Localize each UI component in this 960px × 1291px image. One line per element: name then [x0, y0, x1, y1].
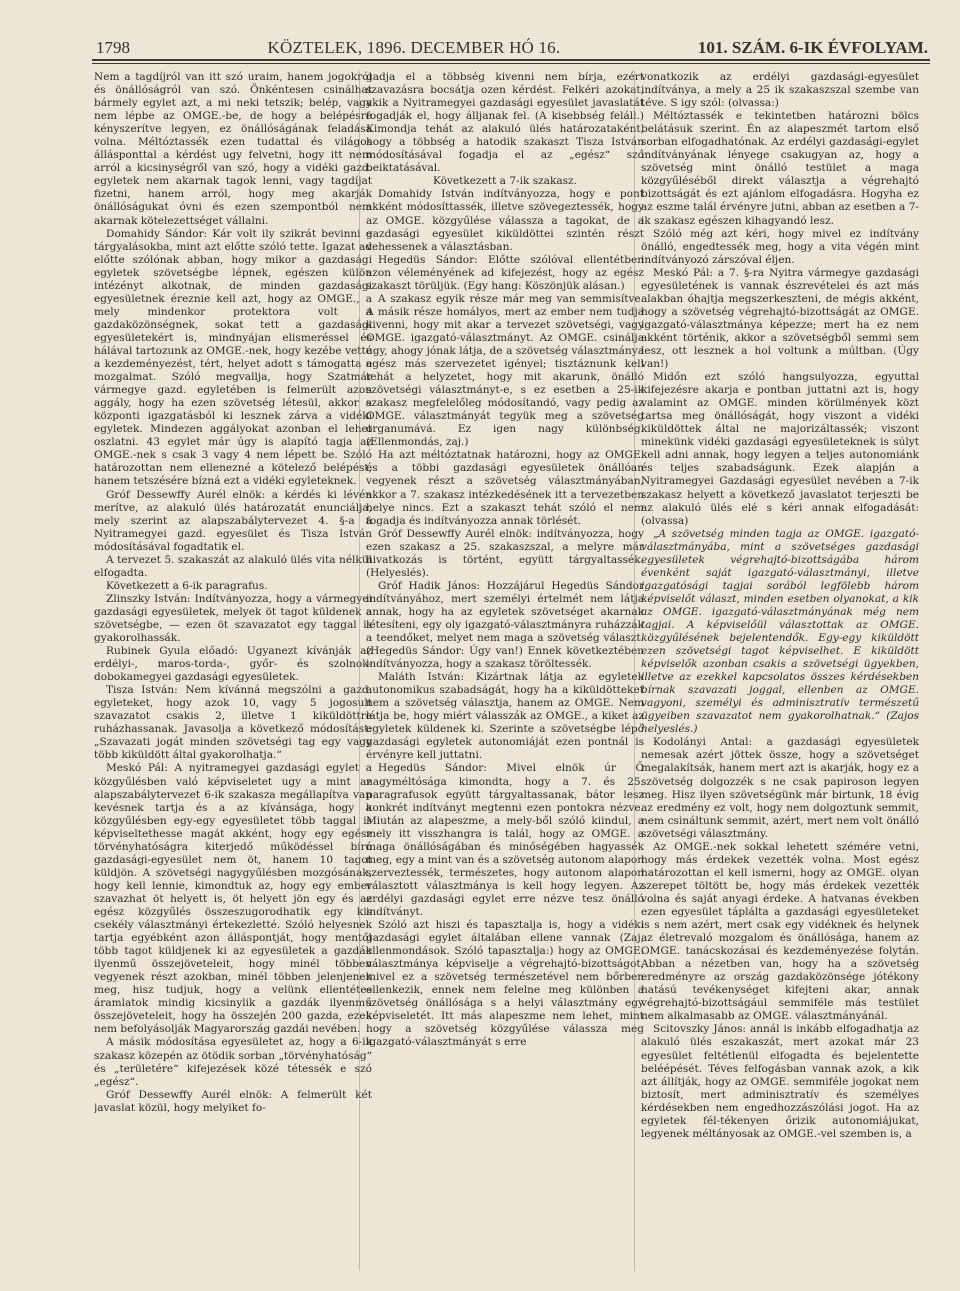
paragraph: Hegedüs Sándor: Mivel elnök úr Ő nagyméltósága kimondta, hogy a 7. és 25. paragrafusok együtt tárgyaltassanak, bátor lesz konkrét indítványt megtenni ezen pontokra nézve. Miután az alapeszme, a mely-ből szóló kiindul, a mely itt visszhangra is talál, hogy az OMGE. a maga önállóságában és minőségében hagyassék meg, egy a mint van és a szövetség autonom alapon szerveztessék, természetes, hogy autonom alapon választott választmánya is kell hogy legyen. Az erdélyi gazdasági egylet erre nézve tesz önálló indítványt.	[366, 762, 644, 918]
paragraph: Domahidy Sándor: Kár volt ily szikrát bevinni e tárgyalásokba, mint azt előtte szóló tette. Igazat ad előtte szólónak abban, hogy mikor a gazdasági egyletek szövetségbe lépnek, egészen külön intézényt alkotnak, de minden gazdasági egyesületnek éreznie kell azt, hogy az OMGE., a mely mindenkor protektora volt a gazdaközönségnek, sokat tett a gazdasági egyesületekért is, mindnyájan elismeréssel és hálával tartozunk az OMGE.-nek, hogy kezébe vette a kezdeményezést, tért, helyet adott s támogatta a mozgalmat. Szóló megvallja, hogy Szatmár vármegye gazd. egyletében is felmerült azon aggály, hogy ha ezen szövetség létesül, akkor a központi igazgatásból ki lesznek zárva a vidéki egyletek. Mindezen aggályokat azonban el lehet oszlatni. 43 egylet már úgy is alapító tagja az OMGE.-nek s csak 3 vagy 4 nem lépett be. Szóló határozottan nem ellenezné a kötelező belépést, hanem tetszésére bízná ezt a vidéki egyleteknek.	[94, 227, 372, 488]
header-rule-thin	[92, 63, 930, 64]
page-number: 1798	[96, 38, 130, 57]
quoted-proposal: „A szövetség minden tagja az OMGE. igazgató-választmányába, mint a szövetséges gazdasági egyesületek végrehajtó-bizottságába három évenként saját igazgató-választmányi, illetve igazgatósági tagjai sorából legfölebb három képviselőt választ, minden esetben olyanokat, a kik az OMGE. igazgató-választmányának még nem tagjai. A képviselőül választottak az OMGE. közgyűlésének bejelentendők. Egy-egy kiküldött ezen szövetségi tagot képviselhet. E kiküldött képviselők azonban csakis a szövetségi ügyekben, illetve az ezekkel kapcsolatos összes kérdésekben bírnak szavazati joggal, ellenben az OMGE. vagyoni, személyi és adminisztratív természetű ügyeiben szavazatot nem gyakorolhatnak.“ (Zajos helyeslés.)	[641, 527, 919, 736]
paragraph: Gróf Dessewffy Aurél elnök: indítványozza, hogy ezen szakasz a 25. szakaszszal, a melyre már hivatkozás is történt, együtt tárgyaltassék. (Helyeslés).	[366, 527, 644, 579]
paragraph: A tervezet 5. szakaszát az alakuló ülés vita nélkül elfogadta.	[94, 553, 372, 579]
text-column-2	[366, 71, 644, 1271]
paragraph: Következett a 6-ik paragrafus.	[106, 579, 268, 592]
text-column-1	[94, 71, 372, 1271]
paragraph: Meskó Pál: A nyitramegyei gazdasági egylet a közgyűlésben való képviseletet ugy a mint az alapszabálytervezet 6-ik szakasza megállapítva van kevésnek tartja és a az kívánsága, hogy a közgyűlésben egy-egy egyesületet több taggal is képviseltethesse magát akként, hogy egy egész törvényhatóságra kiterjedő működéssel bíró gazdasági-egyesület nem öt, hanem 10 tagot küldjön. A szövetségi nagygyűlésben mozgósának, hogy kell lennie, kimondtuk az, hogy egy ember szavazhat öt helyett is, öt helyett jön egy és az egész közgyűlés összeszugorodhatik egy kis csekély választmányi értekezletté. Szóló helyesnek tartja egyébként azon álláspontját, hogy mentől több tagot küldjenek ki az egyesületek a gazdák ilyenmű összejöveteleit, hogy minél többen vegyenek részt azokban, minél többen jelenjenek meg, hisz tudjuk, hogy a velünk ellentétes áramlatok mindig kicsinylik a gazdák ilyenmű összejöveteleit, hogy ha összején 200 gazda, ezek nem befolyásolják Magyarország gazdái nevében.	[94, 762, 372, 1036]
page-header	[96, 34, 928, 58]
paragraph: Hegedüs Sándor: Előtte szólóval ellentétben azon véleményének ad kifejezést, hogy az egész szakaszt törüljük. (Egy hang: Köszönjük alásan.)	[366, 253, 644, 292]
issue-info: 101. SZÁM. 6-IK ÉVFOLYAM.	[697, 38, 928, 57]
paragraph: vonatkozik az erdélyi gazdasági-egyesület indítványa, a mely a 25 ik szakaszszal szembe van téve. S igy szól: (olvassa:)	[641, 71, 919, 110]
paragraph: Az OMGE.-nek sokkal lehetett szémére vetni, hogy más érdekek vezették volna. Most egész határozottan el kell ismerni, hogy az OMGE. olyan szerepet töltött be, hogy más érdekek vezették volna és saját anyagi érdeke. A hatvanas években ezen egyesület táplálta a gazdasági egyesületeket is s nem azért, mert csak egy vidéknek és helynek az életrevaló mozgalom és önállósága, hanem az OMGE. tanácskozásai és kezdeményezése folytán. Abban a nézetben van, hogy ha a szövetség eredményre az ország gazdaközönsége jótékony hatású tevékenységet kifejteni akar, annak végrehajtó-bizottságául semmiféle más testület nem alkalmasabb az OMGE. választmányánál.	[641, 840, 919, 1023]
paragraph: Szóló azt hiszi és tapasztalja is, hogy a vidéki gazdasági egylet általában ellene vannak (Zaj, ellenmondások. Szóló tapasztalja:) hogy az OMGE. választmánya képviselje a végrehajtó-bizottságot, mivel ez a szövetség természetével nem bőrben ellenkezik, ennek nem felelne meg különben a szövetség önállósága s a helyi választmány egy képviseletét. Itt más alapeszme nem lehet, mint hogy a szövetség közgyűlése válassza meg igazgató-választmányát s erre	[366, 919, 644, 1049]
masthead: KÖZTELEK, 1896. DECEMBER HÓ 16.	[267, 38, 561, 57]
column-divider	[359, 71, 360, 1271]
paragraph: Zlinszky István: Indítványozza, hogy a vármegyei gazdasági egyesületek, melyek öt tagot küldenek a szövetségbe, — ezen öt szavazatot egy taggal is gyakorolhassák.	[94, 592, 372, 645]
paragraph: Domahidy István indítványozza, hogy e pont akként módosíttassék, illetve szövegeztessék, hogy az OMGE. közgyűlése válassza a tagokat, de a gazdasági egyesület kiküldöttei szintén részt vehessenek a választásban.	[366, 188, 644, 253]
header-rule	[92, 59, 930, 61]
paragraph: Következett a 7-ik szakasz.	[433, 175, 577, 188]
paragraph: A másik módosítása egyesületet az, hogy a 6-ik szakasz közepén az ötödik sorban „törvényhatóság“ és „területére“ kifejezések közé tétessék e szó „egész“.	[94, 1036, 372, 1088]
paragraph: Gróf Dessewffy Aurél elnök: A felmerült két javaslat közül, hogy melyiket fo-	[94, 1088, 372, 1114]
paragraph: Szóló még azt kéri, hogy mivel ez indítvány önálló, engedtessék meg, hogy a vita végén mint indítványozó zárszóval éljen.	[641, 227, 919, 266]
paragraph: gadja el a többség kivenni nem bírja, ezért szavazásra bocsátja ozen kérdést. Felkéri azokat, akik a Nyitramegyei gazdasági egyesület javaslatát fogadják el, hogy álljanak fel. (A kisebbség feláll.) Kimondja tehát az alakuló ülés határozataként, hogy a többség a hatodik szakaszt Tisza István módosításával fogadja el az „egész“ szó beiktatásával.	[366, 71, 644, 175]
paragraph: Ha azt méltóztatnak határozni, hogy az OMGE. és a többi gazdasági egyesületek önállóan vegyenek részt a szövetség választmányában, akkor a 7. szakasz intézkedésének itt a tervezetben helye nincs. Ezt a szakaszt tehát szóló el nem fogadja és indítványozza annak törlését.	[366, 449, 644, 527]
paragraph: Nem a tagdíjról van itt szó uraim, hanem jogokról és önállóságról van szó. Önkéntesen csinálhat bármely egylet azt, a mi neki tetszik; belép, vagy nem lépbe az OMGE.-be, de hogy a belépésre kényszerítve legyen, ez önállóságának feladása volna. Méltóztassék ezen tudattal és világos állásponttal a kérdést ugy felvetni, hogy itt nem arról a kicsinységről van szó, hogy a vidéki gazd. egyletek nem akarnak tagok lenni, vagy tagdíjat fizetni, hanem arról, hogy meg akarják önállóságukat óvni és ezen szempontból nem akarnak kötelezettséget vállalni.	[94, 71, 372, 227]
paragraph: Méltóztassék e tekintetben határozni bölcs belátásuk szerint. Én az alapeszmét tartom első sorban elfogadhatónak. Az erdélyi gazdasági-egylet indítványának lényege csakugyan az, hogy a szövetség mint önálló testület a maga közgyűléséből direkt választja a végrehajtó bizottságát és ezt ajánlom elfogadásra. Hogyha ez az eszme talál érvényre jutni, abban az esetben a 7-ik szakasz egészen kihagyandó lesz.	[641, 110, 919, 227]
paragraph: Scitovszky János: annál is inkább elfogadhatja az alakuló ülés eszakaszát, mert azokat már 23 egyesület feltétlenül elfogadta és bejelentette beléépését. Téves felfogásban vannak azok, a kik azt állítják, hogy az OMGE. semmiféle jogokat nem biztosít, mert adminisztratív és személyes kérdésekben nem engedhozzászólási jogot. Ha az egyletek fél-tékenyen őrizik autonomiájukat, legyenek méltányosak az OMGE.-vel szemben is, a	[641, 1023, 919, 1140]
paragraph: Gróf Hadik János: Hozzájárul Hegedüs Sándor indítványához, mert személyi értelmét nem látja annak, hogy ha az egyletek szövetséget akarnak létesíteni, egy oly igazgató-választmányra ruházzák a teendőket, melyet nem maga a szövetség választ. (Hegedüs Sándor: Úgy van!) Ennek következtében indítványozza, hogy a szakasz töröltessék.	[366, 579, 644, 671]
paragraph: Maláth István: Kizártnak látja az egyletek autonomikus szabadságát, hogy ha a kiküldötteket nem a szövetség választja, hanem az OMGE. Nem látja be, hogy miért válasszák az OMGE., a kiket az egyletek küldenek ki. Szerinte a szövetségbe lépő gazdasági egyletek autonomiáját ezen pontnál is érvényre kell juttatni.	[366, 671, 644, 762]
paragraph: Tisza István: Nem kívánná megszólni a gazd. egyleteket, hogy azok 10, vagy 5 jogosult szavazatot csakis 2, illetve 1 kiküldöttre ruházhassanak. Javasolja a következő módosítást: „Szavazati jogát minden szövetségi tag egy vagy több kiküldött által gyakorolhatja.“	[94, 684, 372, 762]
paragraph: Midőn ezt szóló hangsulyozza, egyuttal kifejezésre akarja e pontban juttatni azt is, hogy valamint az OMGE. minden körülmények közt tartsa meg önállóságát, hogy viszont a vidéki kiküldöttek által ne majorizáltassék; viszont minekünk vidéki gazdasági egyesületeknek is súlyt kell adni annak, hogy legyen a teljes autonomiánk és teljes szabadságunk. Ezek alapján a Nyitramegyei Gazdasági egyesület nevében a 7-ik szakasz helyett a következő javaslatot terjeszti be az alakuló ülés elé s kéri annak elfogadását: (olvassa)	[641, 371, 919, 527]
paragraph: Meskó Pál: a 7. §-ra Nyitra vármegye gazdasági egyesületének is vannak észrevételei és azt más alakban óhajtja megszerkeszteni, de mégis akként, hogy a szövetség végrehajtó-bizottságát az OMGE. igazgató-választmánya képezze; mert ha ez nem akként történik, akkor a szövetségből semmi sem lesz, ott lesznek a hol voltunk a múltban. (Úgy van!)	[641, 266, 919, 371]
paragraph: Kodolányi Antal: a gazdasági egyesületek nemesak azért jöttek össze, hogy a szövetséget megalakítsák, hanem mert azt is akarják, hogy ez a szövetség dolgozzék s ne csak papiroson legyen meg. Hisz ilyen szövetségünk már birtunk, 18 évig az eredmény ez volt, hogy nem dolgoztunk semmit, nem csináltunk semmit, azért, mert nem volt önálló szövetségi választmány.	[641, 736, 919, 840]
text-column-3	[641, 71, 919, 1271]
column-divider	[634, 71, 635, 1271]
paragraph: Rubinek Gyula előadó: Ugyanezt kívánják az erdélyi-, maros-torda-, győr- és szolnok-dobokamegyei gazdasági egyesületek.	[94, 645, 372, 684]
paragraph: A szakasz egyik része már meg van semmisítve. A másik része homályos, mert az ember nem tudja kivenni, hogy mit akar a tervezet szövetségi, vagy OMGE. igazgató-választmányt. Az OMGE. csinálja úgy, ahogy jónak látja, de a szövetség választmánya egész más szervezetet igényel; tisztáznunk kell tehát a helyzetet, hogy mit akarunk, önálló szövetségi választmányt-e, s ez esetben a 25-ik szakasz megfelelőleg módosítandó, vagy pedig az OMGE. választmányát tegyük meg a szövetség organumává. Ez igen nagy különbség. (Ellenmondás, zaj.)	[366, 292, 644, 449]
paragraph: Gróf Dessewffy Aurél elnök: a kérdés ki lévén merítve, az alakuló ülés határozatát enunciálja, mely szerint az alapszabálytervezet 4. §-a a Nyitramegyei gazd. egyesület és Tisza István módosításával fogadtatik el.	[94, 488, 372, 553]
